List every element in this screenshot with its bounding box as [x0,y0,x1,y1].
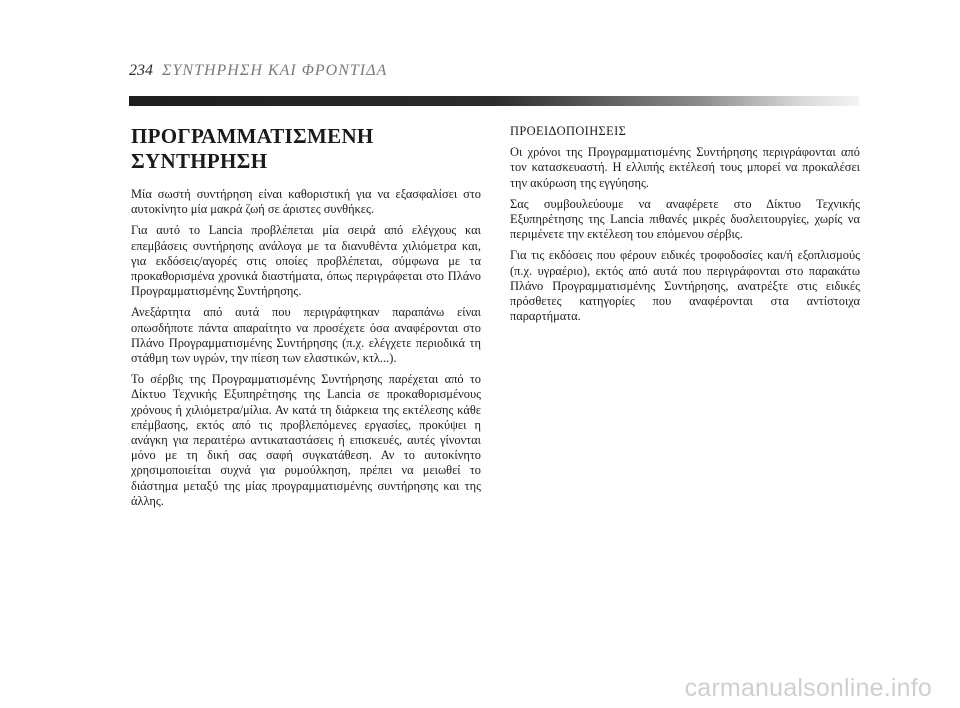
section-heading-line-1: ΠΡΟΓΡΑΜΜΑΤΙΣΜΕΝΗ [131,124,374,148]
paragraph: Μία σωστή συντήρηση είναι καθοριστική για να εξασφαλίσει στο αυτοκίνητο μία μακρά ζωή σε άριστες συνθήκες. [131,187,481,217]
paragraph: Ανεξάρτητα από αυτά που περιγράφτηκαν παραπάνω είναι οπωσδήποτε πάντα απαραίτητο να προσέχετε όσα αναφέρονται στο Πλάνο Προγραμματισμένης Συντήρησης (π.χ. ελέγχετε περιοδικά τη στάθμη των υγρών, την πίεση των ελαστικών, κτλ...). [131,305,481,366]
warnings-heading: ΠΡΟΕΙΔΟΠΟΙΗΣΕΙΣ [510,124,627,138]
header-gradient-rule [129,96,859,106]
running-title: ΣΥΝΤΗΡΗΣΗ ΚΑΙ ΦΡΟΝΤΙΔΑ [162,62,388,79]
paragraph: Για αυτό το Lancia προβλέπεται μία σειρά από ελέγχους και επεμβάσεις συντήρησης ανάλογα με τα διανυθέντα χιλιόμετρα και, για εκδόσεις/αγορές στις οποίες προβλέπεται, σύμφωνα με τα προκαθορισμένα χρονικά διαστήματα, όπως περιγράφεται στο Πλάνο Προγραμματισμένης Συντήρησης. [131,223,481,299]
warning-paragraph: Για τις εκδόσεις που φέρουν ειδικές τροφοδοσίες και/ή εξοπλισμούς (π.χ. υγραέριο), εκτός από αυτά που περιγράφονται στο παρακάτω Πλάνο Προγραμματισμένης Συντήρησης, ανατρέξτε στις ειδικές πρόσθετες κατηγορίες που αναφέρονται στα αντίστοιχα παραρτήματα. [510,248,860,324]
section-heading-line-2: ΣΥΝΤΗΡΗΣΗ [131,149,268,173]
section-heading [131,124,481,174]
right-column [510,124,860,330]
paragraph: Το σέρβις της Προγραμματισμένης Συντήρησης παρέχεται από το Δίκτυο Τεχνικής Εξυπηρέτησης της Lancia σε προκαθορισμένους χρόνους ή χιλιόμετρα/μίλια. Αν κατά τη διάρκεια της εκτέλεσης κάθε επέμβασης, εκτός από τις προβλεπόμενες εργασίες, προκύψει η ανάγκη για περαιτέρω αντικαταστάσεις ή επισκευές, αυτές γίνονται μόνο με τη δική σας σαφή συγκατάθεση. Αν το αυτοκίνητο χρησιμοποιείται συχνά για ρυμούλκηση, πρέπει να μειωθεί το διάστημα μεταξύ της μίας προγραμματισμένης συντήρησης και της άλλης. [131,372,481,508]
warning-paragraph: Σας συμβουλεύουμε να αναφέρετε στο Δίκτυο Τεχνικής Εξυπηρέτησης της Lancia πιθανές μικρές δυσλειτουργίες, χωρίς να περιμένετε την εκτέλεση του επόμενου σέρβις. [510,196,860,242]
page-number: 234 [129,62,153,79]
left-column [131,124,481,515]
watermark: carmanualsonline.info [684,674,932,702]
page-header [129,62,829,86]
warning-paragraph: Οι χρόνοι της Προγραμματισμένης Συντήρησης περιγράφονται από τον κατασκευαστή. Η ελλιπής εκτέλεσή τους μπορεί να προκαλέσει την ακύρωση της εγγύησης. [510,145,860,190]
